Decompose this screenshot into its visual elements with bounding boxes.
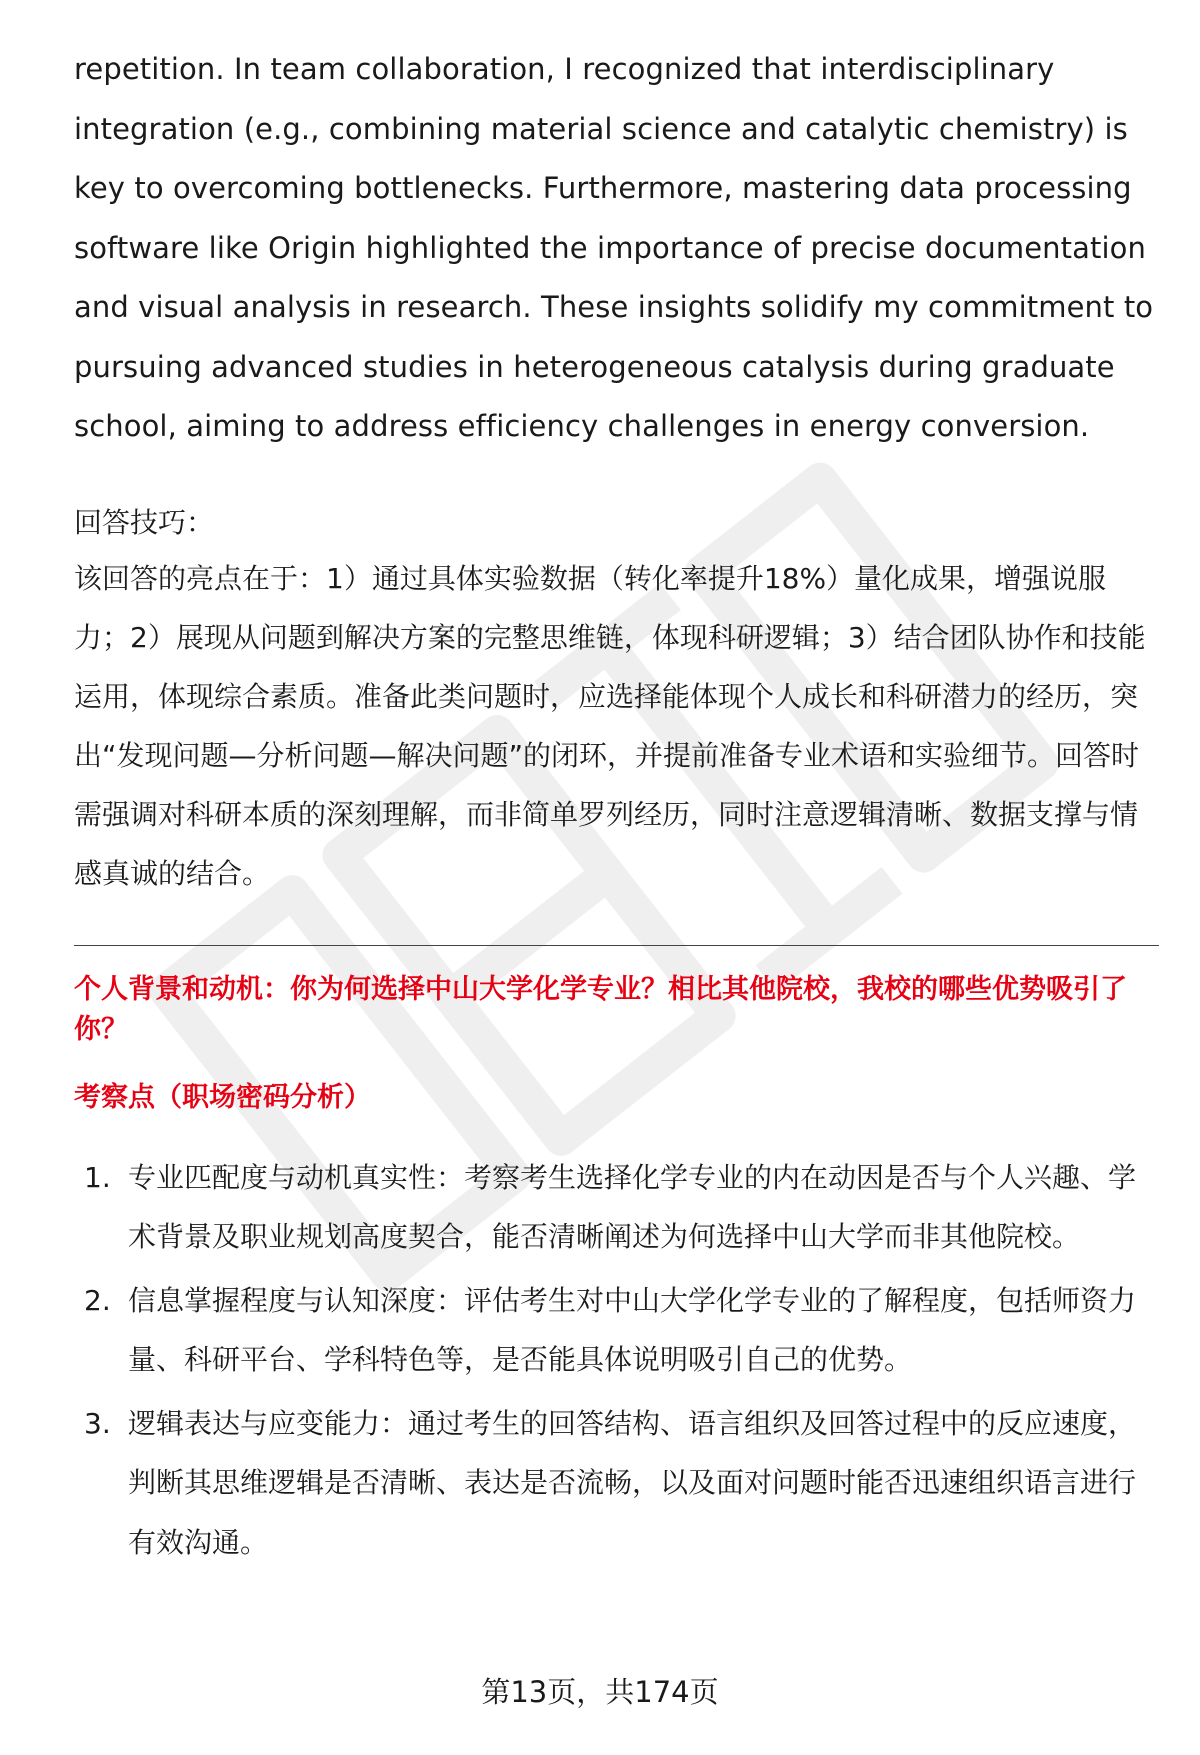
list-item-number: 1. xyxy=(84,1160,111,1194)
question-title: 个人背景和动机：你为何选择中山大学化学专业？相比其他院校，我校的哪些优势吸引了你？ xyxy=(74,973,1127,1045)
list-item xyxy=(74,1394,1159,1573)
assessment-heading: 考察点（职场密码分析） xyxy=(74,1081,371,1113)
list-item xyxy=(74,1271,1159,1390)
section-divider xyxy=(74,945,1159,946)
page-number-footer: 第13页，共174页 xyxy=(481,1675,719,1709)
list-item-number: 3. xyxy=(84,1406,111,1440)
intro-paragraph: repetition. In team collaboration, I recognized that interdisciplinary integration (e.g., combining material science and catalytic chemistry) is key to overcoming bottlenecks. Furthermore, mastering data processing software like Origin highlighted the importance of precise documentation and visual analysis in research. These insights solidify my commitment to pursuing advanced studies in heterogeneous catalysis during graduate school, aiming to address efficiency challenges in energy conversion. xyxy=(74,52,1154,443)
tips-label: 回答技巧： xyxy=(74,505,215,539)
list-item-number: 2. xyxy=(84,1283,111,1317)
tips-body: 该回答的亮点在于：1）通过具体实验数据（转化率提升18%）量化成果，增强说服力；2）展现从问题到解决方案的完整思维链，体现科研逻辑；3）结合团队协作和技能运用，体现综合素质。准备此类问题时，应选择能体现个人成长和科研潜力的经历，突出“发现问题—分析问题—解决问题”的闭环，并提前准备专业术语和实验细节。回答时需强调对科研本质的深刻理解，而非简单罗列经历，同时注意逻辑清晰、数据支撑与情感真诚的结合。 xyxy=(74,561,1146,890)
list-item-text: 信息掌握程度与认知深度：评估考生对中山大学化学专业的了解程度，包括师资力量、科研平台、学科特色等，是否能具体说明吸引自己的优势。 xyxy=(128,1283,1137,1376)
assessment-points-list xyxy=(74,1148,1159,1573)
list-item xyxy=(74,1148,1159,1267)
list-item-text: 专业匹配度与动机真实性：考察考生选择化学专业的内在动因是否与个人兴趣、学术背景及职业规划高度契合，能否清晰阐述为何选择中山大学而非其他院校。 xyxy=(128,1160,1137,1253)
list-item-text: 逻辑表达与应变能力：通过考生的回答结构、语言组织及回答过程中的反应速度，判断其思维逻辑是否清晰、表达是否流畅，以及面对问题时能否迅速组织语言进行有效沟通。 xyxy=(128,1406,1137,1559)
page-content xyxy=(74,40,1159,1576)
